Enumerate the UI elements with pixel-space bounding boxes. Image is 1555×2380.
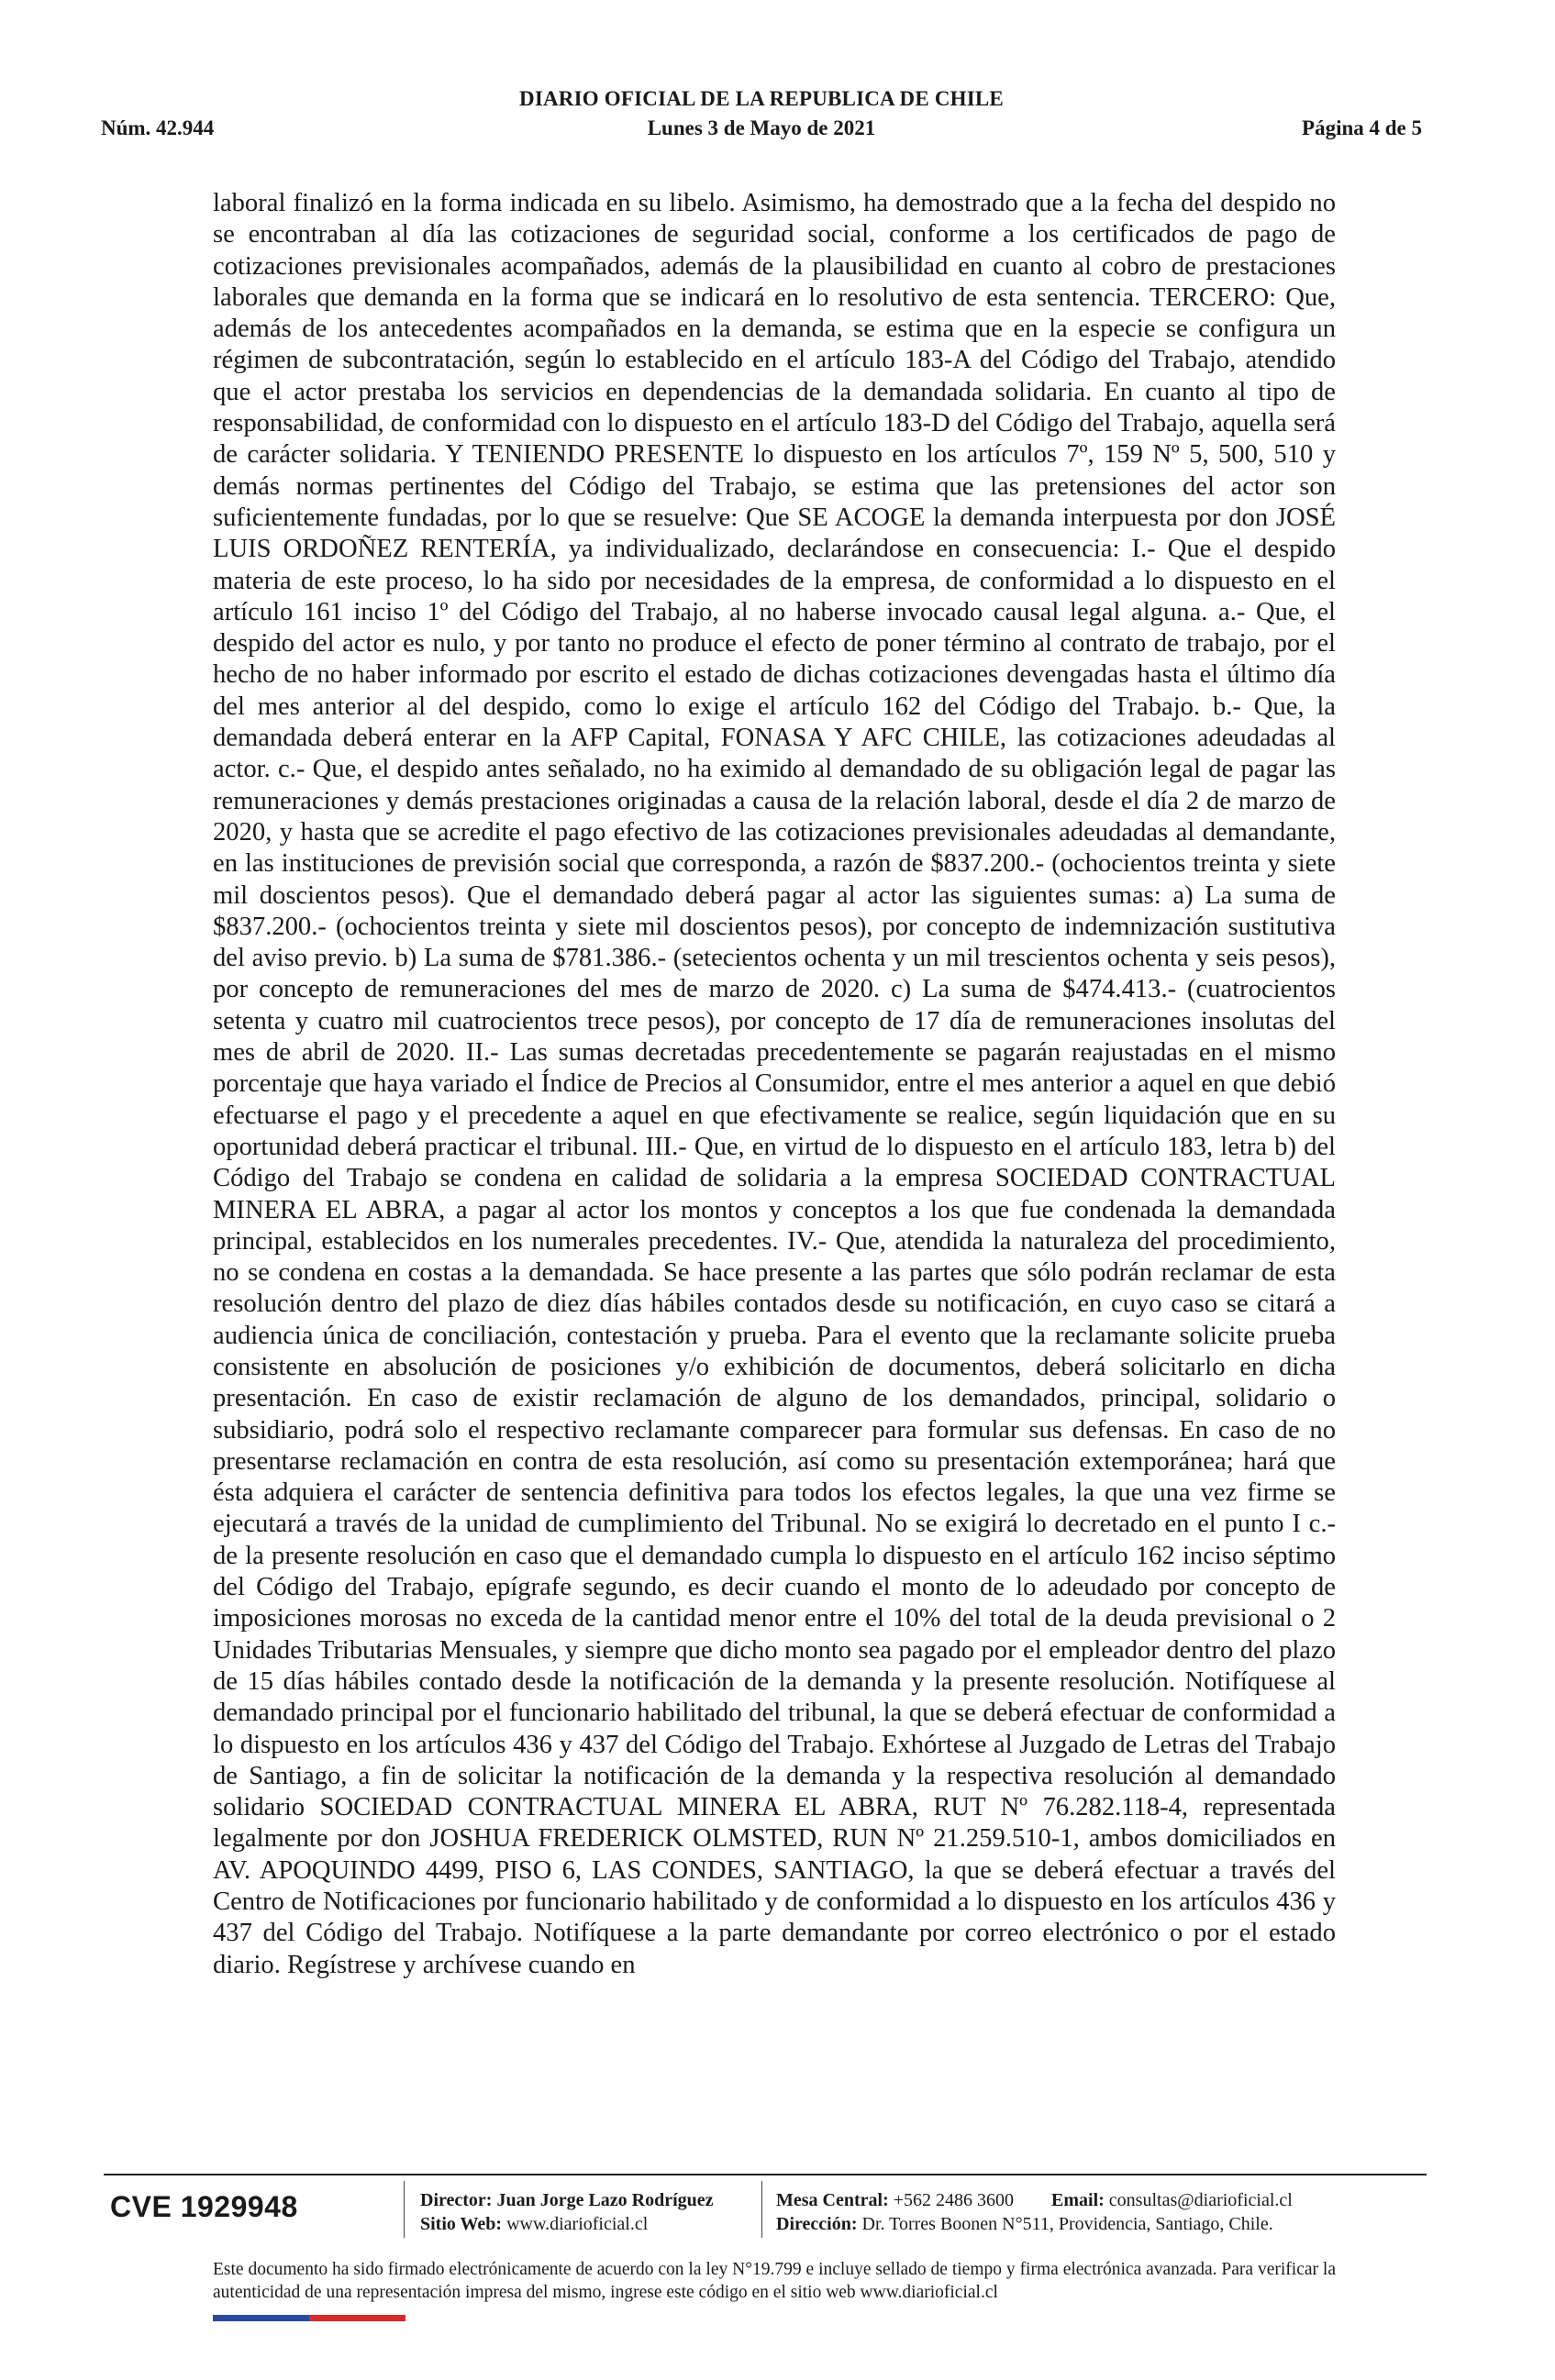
page-number: Página 4 de 5 (1302, 116, 1422, 139)
web-label: Sitio Web: (420, 2214, 503, 2234)
legal-notice (213, 2258, 1336, 2304)
footer-separator (761, 2181, 762, 2238)
legal-text: Este documento ha sido firmado electrónicamente de acuerdo con la ley N°19.799 e incluye sellado de tiempo y firma electrónica avanzada. Para verificar la autenticidad de una representación impresa del mismo, ingrese este código en el sitio web www.diarioficial.cl (213, 2260, 1336, 2302)
mesa-label: Mesa Central: (776, 2190, 889, 2210)
cve-code: CVE 1929948 (110, 2190, 298, 2223)
footer-divider (104, 2174, 1427, 2175)
page-header (101, 87, 1422, 151)
email-label: Email: (1051, 2190, 1105, 2210)
email-link[interactable]: consultas@diarioficial.cl (1108, 2190, 1293, 2210)
issue-date: Lunes 3 de Mayo de 2021 (647, 116, 876, 139)
footer-separator (404, 2181, 405, 2238)
issue-number: Núm. 42.944 (101, 116, 215, 139)
flag-blue-segment (213, 2315, 309, 2321)
director-name: Juan Jorge Lazo Rodríguez (496, 2190, 714, 2210)
address-value: Dr. Torres Boonen N°511, Providencia, Santiago, Chile. (861, 2214, 1273, 2234)
flag-red-segment (309, 2315, 405, 2321)
document-body (213, 188, 1336, 1981)
chile-flag-stripe (213, 2315, 405, 2321)
footer-director-block (420, 2188, 714, 2236)
footer-contact-block (776, 2188, 1293, 2236)
body-paragraph: laboral finalizó en la forma indicada en su libelo. Asimismo, ha demostrado que a la fecha del despido no se encontraban al día las cotizaciones de seguridad social, conforme a los certificados de pago de cotizaciones previsionales acompañados, además de la plausibilidad en cuanto al cobro de prestaciones laborales que demanda en la forma que se indicará en lo resolutivo de esta sentencia. TERCERO: Que, además de los antecedentes acompañados en la demanda, se estima que en la especie se configura un régimen de subcontratación, según lo establecido en el artículo 183-A del Código del Trabajo, atendido que el actor prestaba los servicios en dependencias de la demandada solidaria. En cuanto al tipo de responsabilidad, de conformidad con lo dispuesto en el artículo 183-D del Código del Trabajo, aquella será de carácter solidaria. Y TENIENDO PRESENTE lo dispuesto en los artículos 7º, 159 Nº 5, 500, 510 y demás normas pertinentes del Código del Trabajo, se estima que las pretensiones del actor son suficientemente fundadas, por lo que se resuelve: Que SE ACOGE la demanda interpuesta por don JOSÉ LUIS ORDOÑEZ RENTERÍA, ya individualizado, declarándose en consecuencia: I.- Que el despido materia de este proceso, lo ha sido por necesidades de la empresa, de conformidad a lo dispuesto en el artículo 161 inciso 1º del Código del Trabajo, al no haberse invocado causal legal alguna. a.- Que, el despido del actor es nulo, y por tanto no produce el efecto de poner término al contrato de trabajo, por el hecho de no haber informado por escrito el estado de dichas cotizaciones devengadas hasta el último día del mes anterior al del despido, como lo exige el artículo 162 del Código del Trabajo. b.- Que, la demandada deberá enterar en la AFP Capital, FONASA Y AFC CHILE, las cotizaciones adeudadas al actor. c.- Que, el despido antes señalado, no ha eximido al demandado de su obligación legal de pagar las remuneraciones y demás prestaciones originadas a causa de la relación laboral, desde el día 2 de marzo de 2020, y hasta que se acredite el pago efectivo de las cotizaciones previsionales adeudadas al demandante, en las instituciones de previsión social que corresponda, a razón de $837.200.- (ochocientos treinta y siete mil doscientos pesos). Que el demandado deberá pagar al actor las siguientes sumas: a) La suma de $837.200.- (ochocientos treinta y siete mil doscientos pesos), por concepto de indemnización sustitutiva del aviso previo. b) La suma de $781.386.- (setecientos ochenta y un mil trescientos ochenta y seis pesos), por concepto de remuneraciones del mes de marzo de 2020. c) La suma de $474.413.- (cuatrocientos setenta y cuatro mil cuatrocientos trece pesos), por concepto de 17 día de remuneraciones insolutas del mes de abril de 2020. II.- Las sumas decretadas precedentemente se pagarán reajustadas en el mismo porcentaje que haya variado el Índice de Precios al Consumidor, entre el mes anterior a aquel en que debió efectuarse el pago y el precedente a aquel en que efectivamente se realice, según liquidación que en su oportunidad deberá practicar el tribunal. III.- Que, en virtud de lo dispuesto en el artículo 183, letra b) del Código del Trabajo se condena en calidad de solidaria a la empresa SOCIEDAD CONTRACTUAL MINERA EL ABRA, a pagar al actor los montos y conceptos a los que fue condenada la demandada principal, establecidos en los numerales precedentes. IV.- Que, atendida la naturaleza del procedimiento, no se condena en costas a la demandada. Se hace presente a las partes que sólo podrán reclamar de esta resolución dentro del plazo de diez días hábiles contados desde su notificación, en cuyo caso se citará a audiencia única de conciliación, contestación y prueba. Para el evento que la reclamante solicite prueba consistente en absolución de posiciones y/o exhibición de documentos, deberá solicitarlo en dicha presentación. En caso de existir reclamación de alguno de los demandados, principal, solidario o subsidiario, podrá solo el respectivo reclamante comparecer para formular sus defensas. En caso de no presentarse reclamación en contra de esta resolución, así como su presentación extemporánea; hará que ésta adquiera el carácter de sentencia definitiva para todos los efectos legales, la que una vez firme se ejecutará a través de la unidad de cumplimiento del Tribunal. No se exigirá lo decretado en el punto I c.- de la presente resolución en caso que el demandado cumpla lo dispuesto en el artículo 162 inciso séptimo del Código del Trabajo, epígrafe segundo, es decir cuando el monto de lo adeudado por concepto de imposiciones morosas no exceda de la cantidad menor entre el 10% del total de la deuda previsional o 2 Unidades Tributarias Mensuales, y siempre que dicho monto sea pagado por el empleador dentro del plazo de 15 días hábiles contado desde la notificación de la demanda y la presente resolución. Notifíquese al demandado principal por el funcionario habilitado del tribunal, la que se deberá efectuar de conformidad a lo dispuesto en los artículos 436 y 437 del Código del Trabajo. Exhórtese al Juzgado de Letras del Trabajo de Santiago, a fin de solicitar la notificación de la demanda y la respectiva resolución al demandado solidario SOCIEDAD CONTRACTUAL MINERA EL ABRA, RUT Nº 76.282.118-4, representada legalmente por don JOSHUA FREDERICK OLMSTED, RUN Nº 21.259.510-1, ambos domiciliados en AV. APOQUINDO 4499, PISO 6, LAS CONDES, SANTIAGO, la que se deberá efectuar a través del Centro de Notificaciones por funcionario habilitado y de conformidad a lo dispuesto en los artículos 436 y 437 del Código del Trabajo. Notifíquese a la parte demandante por correo electrónico o por el estado diario. Regístrese y archívese cuando en (213, 189, 1336, 1979)
mesa-phone: +562 2486 3600 (893, 2190, 1015, 2210)
address-label: Dirección: (776, 2214, 858, 2234)
gazette-title: DIARIO OFICIAL DE LA REPUBLICA DE CHILE (519, 87, 1004, 110)
web-link[interactable]: www.diarioficial.cl (506, 2214, 649, 2234)
director-label: Director: (420, 2190, 493, 2210)
